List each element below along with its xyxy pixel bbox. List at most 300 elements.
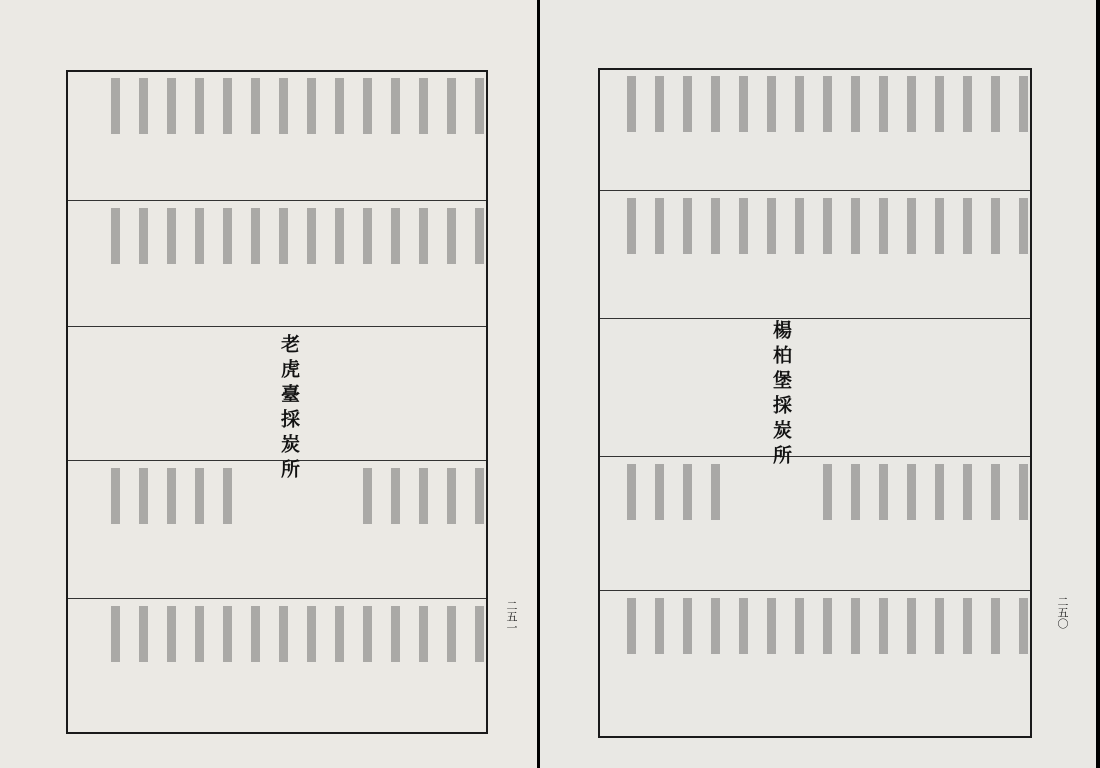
roster-entry-text (972, 598, 1000, 654)
roster-entry-text (636, 464, 664, 520)
roster-entry-text (748, 198, 776, 254)
roster-entry-text (748, 76, 776, 132)
roster-entry (176, 468, 204, 524)
roster-entry-text (456, 468, 484, 524)
roster-entry (148, 208, 176, 264)
illegible-text (251, 606, 260, 662)
illegible-text (475, 78, 484, 134)
roster-entry (260, 78, 288, 134)
roster-entry (204, 78, 232, 134)
roster-entry-text (204, 78, 232, 134)
roster-entry (692, 198, 720, 254)
illegible-text (195, 606, 204, 662)
illegible-text (279, 78, 288, 134)
roster-entry-text (176, 606, 204, 662)
roster-entry (916, 198, 944, 254)
roster-entry-text (372, 78, 400, 134)
roster-entry-text (720, 76, 748, 132)
roster-entry-text (316, 78, 344, 134)
illegible-text (823, 464, 832, 520)
section-title: 楊柏堡採炭所 (770, 320, 792, 470)
roster-entry-text (804, 198, 832, 254)
roster-entry-text (92, 78, 120, 134)
illegible-text (1019, 598, 1028, 654)
roster-entry-text (176, 78, 204, 134)
roster-entry-text (888, 76, 916, 132)
roster-entry (804, 598, 832, 654)
roster-entry (804, 464, 832, 520)
roster-entry-text (972, 76, 1000, 132)
roster-entry (832, 76, 860, 132)
roster-entry-text (372, 208, 400, 264)
illegible-text (363, 78, 372, 134)
illegible-text (419, 468, 428, 524)
illegible-text (767, 76, 776, 132)
roster-entry-text (344, 78, 372, 134)
roster-entry (1000, 198, 1028, 254)
roster-entry (636, 598, 664, 654)
roster-entry-text (944, 598, 972, 654)
roster-entry-text (120, 208, 148, 264)
roster-entry-text (148, 78, 176, 134)
illegible-text (991, 76, 1000, 132)
illegible-text (335, 606, 344, 662)
roster-entry-text (832, 598, 860, 654)
illegible-text (683, 76, 692, 132)
roster-entry-text (456, 208, 484, 264)
illegible-text (823, 198, 832, 254)
roster-entry (944, 464, 972, 520)
row-divider (600, 190, 1030, 191)
roster-entry-text (664, 598, 692, 654)
roster-entry (860, 76, 888, 132)
illegible-text (363, 208, 372, 264)
illegible-text (279, 208, 288, 264)
roster-entry (888, 198, 916, 254)
roster-entry-text (608, 198, 636, 254)
roster-entry-text (400, 78, 428, 134)
roster-entry (120, 78, 148, 134)
roster-entry (456, 468, 484, 524)
roster-entry (316, 208, 344, 264)
roster-entry (92, 606, 120, 662)
roster-entry (608, 464, 636, 520)
roster-entry (860, 198, 888, 254)
roster-entry-text (860, 198, 888, 254)
roster-entry (944, 198, 972, 254)
illegible-text (307, 78, 316, 134)
roster-entry-text (888, 198, 916, 254)
roster-entry (428, 78, 456, 134)
roster-entry (456, 208, 484, 264)
roster-entry-text (344, 208, 372, 264)
roster-entry-text (1000, 464, 1028, 520)
roster-entry (1000, 598, 1028, 654)
roster-entry-text (608, 598, 636, 654)
roster-entry (944, 76, 972, 132)
page-number: 二五一 (505, 600, 518, 633)
roster-entry-text (176, 468, 204, 524)
illegible-text (935, 598, 944, 654)
roster-entry-text (972, 464, 1000, 520)
roster-entry-text (1000, 598, 1028, 654)
roster-entry-text (776, 598, 804, 654)
roster-entry (288, 208, 316, 264)
illegible-text (879, 464, 888, 520)
illegible-text (851, 198, 860, 254)
roster-entry-text (204, 208, 232, 264)
roster-entry-text (776, 76, 804, 132)
roster-entry-text (664, 464, 692, 520)
roster-entry-text (692, 464, 720, 520)
roster-entry (804, 198, 832, 254)
roster-entry-text (860, 76, 888, 132)
roster-entry-text (832, 76, 860, 132)
row-divider (600, 456, 1030, 457)
roster-entry (232, 78, 260, 134)
roster-entry (636, 464, 664, 520)
roster-entry-text (260, 78, 288, 134)
row-divider (600, 318, 1030, 319)
illegible-text (419, 208, 428, 264)
roster-entry-text (120, 606, 148, 662)
illegible-text (419, 606, 428, 662)
roster-entry (888, 598, 916, 654)
illegible-text (683, 464, 692, 520)
illegible-text (307, 606, 316, 662)
roster-entry (120, 468, 148, 524)
illegible-text (475, 208, 484, 264)
roster-entry (176, 78, 204, 134)
illegible-text (391, 468, 400, 524)
illegible-text (655, 598, 664, 654)
illegible-text (447, 606, 456, 662)
illegible-text (991, 198, 1000, 254)
section-title: 老虎臺採炭所 (278, 334, 300, 484)
illegible-text (167, 208, 176, 264)
roster-entry-text (400, 208, 428, 264)
roster-entry-text (316, 208, 344, 264)
roster-entry-text (288, 78, 316, 134)
roster-entry-text (232, 78, 260, 134)
illegible-text (1019, 198, 1028, 254)
illegible-text (795, 598, 804, 654)
roster-entry (888, 76, 916, 132)
roster-entry-text (176, 208, 204, 264)
roster-entry (608, 198, 636, 254)
roster-entry-text (232, 208, 260, 264)
roster-entry-text (916, 76, 944, 132)
illegible-text (711, 464, 720, 520)
roster-entry (776, 76, 804, 132)
row-divider (68, 326, 486, 327)
illegible-text (363, 468, 372, 524)
illegible-text (907, 598, 916, 654)
roster-entry-text (92, 208, 120, 264)
row-divider (68, 200, 486, 201)
roster-entry (204, 208, 232, 264)
roster-entry-text (428, 468, 456, 524)
roster-entry (608, 598, 636, 654)
roster-entry-text (888, 598, 916, 654)
roster-entry (692, 76, 720, 132)
illegible-text (391, 606, 400, 662)
roster-entry-text (888, 464, 916, 520)
roster-entry (372, 606, 400, 662)
roster-entry-text (664, 76, 692, 132)
roster-entry (260, 606, 288, 662)
roster-entry (120, 208, 148, 264)
roster-entry-text (804, 464, 832, 520)
roster-entry (428, 208, 456, 264)
illegible-text (475, 468, 484, 524)
roster-entry (232, 606, 260, 662)
illegible-text (963, 76, 972, 132)
illegible-text (627, 76, 636, 132)
illegible-text (391, 78, 400, 134)
roster-entry (720, 198, 748, 254)
roster-entry (1000, 76, 1028, 132)
roster-entry (288, 606, 316, 662)
illegible-text (167, 468, 176, 524)
roster-entry-text (456, 606, 484, 662)
illegible-text (767, 598, 776, 654)
roster-entry (176, 606, 204, 662)
roster-entry (776, 198, 804, 254)
roster-entry (344, 606, 372, 662)
roster-entry (720, 76, 748, 132)
roster-entry-text (316, 606, 344, 662)
roster-entry-text (372, 606, 400, 662)
illegible-text (711, 76, 720, 132)
roster-table (598, 68, 1032, 738)
roster-entry (316, 606, 344, 662)
roster-entry-text (148, 208, 176, 264)
roster-entry (804, 76, 832, 132)
roster-entry-text (720, 198, 748, 254)
roster-entry-text (664, 198, 692, 254)
roster-entry-text (428, 606, 456, 662)
illegible-text (195, 468, 204, 524)
roster-entry-text (916, 198, 944, 254)
illegible-text (823, 76, 832, 132)
roster-entry-text (944, 464, 972, 520)
illegible-text (447, 78, 456, 134)
roster-entry (316, 78, 344, 134)
illegible-text (795, 198, 804, 254)
illegible-text (139, 468, 148, 524)
illegible-text (1019, 76, 1028, 132)
illegible-text (627, 464, 636, 520)
roster-entry (748, 598, 776, 654)
illegible-text (475, 606, 484, 662)
roster-entry (204, 468, 232, 524)
illegible-text (711, 198, 720, 254)
roster-entry-text (344, 468, 372, 524)
illegible-text (111, 606, 120, 662)
roster-entry (748, 198, 776, 254)
roster-entry-text (204, 468, 232, 524)
roster-entry-text (260, 208, 288, 264)
roster-entry (204, 606, 232, 662)
illegible-text (111, 208, 120, 264)
roster-entry-text (944, 76, 972, 132)
illegible-text (223, 468, 232, 524)
roster-entry-text (832, 198, 860, 254)
roster-entry (832, 464, 860, 520)
row-divider (600, 590, 1030, 591)
roster-entry-text (608, 464, 636, 520)
illegible-text (767, 198, 776, 254)
roster-entry (148, 78, 176, 134)
roster-entry-text (428, 78, 456, 134)
roster-entry (664, 464, 692, 520)
illegible-text (447, 468, 456, 524)
illegible-text (711, 598, 720, 654)
roster-entry-text (260, 606, 288, 662)
roster-entry (344, 78, 372, 134)
illegible-text (823, 598, 832, 654)
illegible-text (195, 208, 204, 264)
illegible-text (851, 464, 860, 520)
roster-entry (692, 464, 720, 520)
roster-entry-text (692, 598, 720, 654)
roster-entry (860, 464, 888, 520)
illegible-text (739, 76, 748, 132)
roster-entry (776, 598, 804, 654)
row-divider (68, 598, 486, 599)
roster-entry (832, 198, 860, 254)
illegible-text (195, 78, 204, 134)
roster-entry (664, 198, 692, 254)
illegible-text (683, 198, 692, 254)
illegible-text (627, 598, 636, 654)
roster-entry-text (400, 468, 428, 524)
illegible-text (223, 78, 232, 134)
roster-entry-text (636, 76, 664, 132)
illegible-text (963, 464, 972, 520)
roster-entry-text (1000, 198, 1028, 254)
roster-entry-text (776, 198, 804, 254)
roster-entry-text (860, 464, 888, 520)
roster-entry (148, 468, 176, 524)
roster-entry (456, 606, 484, 662)
illegible-text (139, 606, 148, 662)
roster-entry (344, 208, 372, 264)
illegible-text (335, 208, 344, 264)
roster-entry (428, 606, 456, 662)
roster-entry (400, 606, 428, 662)
illegible-text (907, 464, 916, 520)
illegible-text (739, 198, 748, 254)
roster-entry (972, 76, 1000, 132)
roster-entry-text (456, 78, 484, 134)
illegible-text (1019, 464, 1028, 520)
illegible-text (139, 208, 148, 264)
roster-entry (92, 78, 120, 134)
illegible-text (167, 606, 176, 662)
illegible-text (363, 606, 372, 662)
roster-entry (1000, 464, 1028, 520)
roster-entry-text (428, 208, 456, 264)
illegible-text (391, 208, 400, 264)
illegible-text (111, 78, 120, 134)
illegible-text (167, 78, 176, 134)
roster-entry (720, 598, 748, 654)
page-number: 二五〇 (1056, 596, 1069, 629)
roster-entry (456, 78, 484, 134)
illegible-text (251, 78, 260, 134)
roster-entry-text (636, 598, 664, 654)
roster-entry (148, 606, 176, 662)
roster-entry-text (92, 606, 120, 662)
roster-entry-text (916, 598, 944, 654)
roster-entry-text (944, 198, 972, 254)
roster-entry (944, 598, 972, 654)
roster-entry-text (400, 606, 428, 662)
left-page (0, 0, 537, 768)
illegible-text (139, 78, 148, 134)
roster-table (66, 70, 488, 734)
illegible-text (879, 198, 888, 254)
illegible-text (795, 76, 804, 132)
illegible-text (739, 598, 748, 654)
roster-entry (372, 208, 400, 264)
illegible-text (991, 598, 1000, 654)
illegible-text (683, 598, 692, 654)
roster-entry-text (344, 606, 372, 662)
roster-entry (664, 76, 692, 132)
illegible-text (935, 464, 944, 520)
roster-entry (636, 76, 664, 132)
illegible-text (335, 78, 344, 134)
roster-entry-text (692, 198, 720, 254)
roster-entry (176, 208, 204, 264)
roster-entry (232, 208, 260, 264)
roster-entry (260, 208, 288, 264)
illegible-text (251, 208, 260, 264)
illegible-text (963, 598, 972, 654)
roster-entry (372, 468, 400, 524)
roster-entry (372, 78, 400, 134)
roster-entry-text (288, 208, 316, 264)
roster-entry (92, 468, 120, 524)
roster-entry-text (636, 198, 664, 254)
roster-entry-text (372, 468, 400, 524)
roster-entry-text (92, 468, 120, 524)
roster-entry-text (720, 598, 748, 654)
roster-entry-text (804, 76, 832, 132)
roster-entry-text (916, 464, 944, 520)
illegible-text (935, 76, 944, 132)
roster-entry (748, 76, 776, 132)
roster-entry-text (692, 76, 720, 132)
roster-entry-text (288, 606, 316, 662)
illegible-text (447, 208, 456, 264)
roster-entry (664, 598, 692, 654)
illegible-text (627, 198, 636, 254)
roster-entry (972, 464, 1000, 520)
roster-entry-text (1000, 76, 1028, 132)
roster-entry (428, 468, 456, 524)
roster-entry (400, 208, 428, 264)
roster-entry (972, 198, 1000, 254)
illegible-text (851, 76, 860, 132)
roster-entry-text (148, 468, 176, 524)
illegible-text (307, 208, 316, 264)
illegible-text (963, 198, 972, 254)
illegible-text (907, 76, 916, 132)
